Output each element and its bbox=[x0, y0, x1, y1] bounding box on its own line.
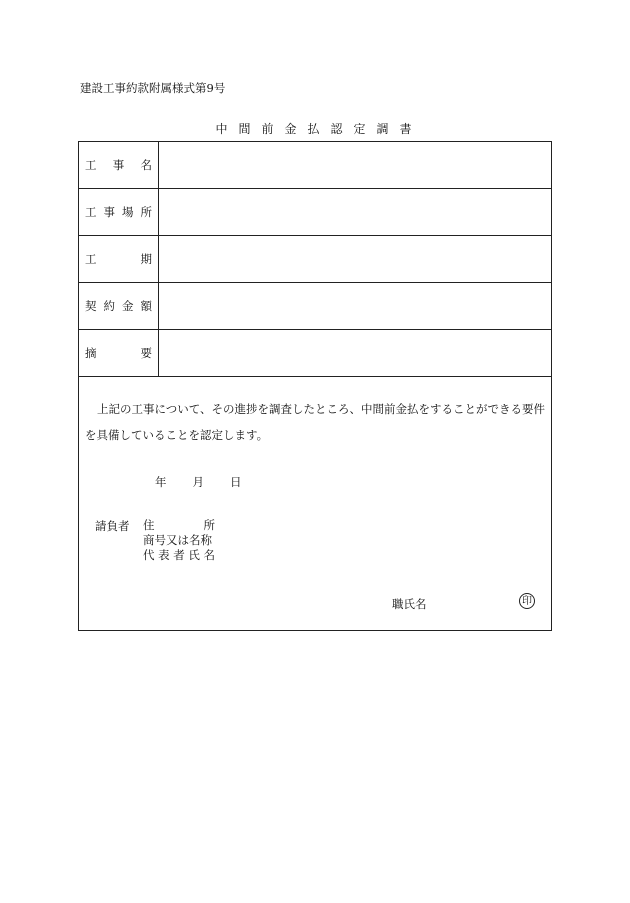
label-char: 事 bbox=[112, 158, 125, 172]
label-char: 表 bbox=[158, 548, 170, 562]
official-name-label: 職氏名 bbox=[392, 597, 427, 611]
certification-statement: 上記の工事について、その進捗を調査したところ、中間前金払をすることができる要件を具備していることを認定します。 bbox=[85, 402, 546, 442]
label-char: 名 bbox=[140, 158, 152, 172]
trade-name-text: 商号又は名称 bbox=[143, 533, 212, 547]
form-number: 建設工事約款附属様式第9号 bbox=[80, 81, 226, 95]
label-char: 者 bbox=[173, 548, 185, 562]
label-char: 約 bbox=[103, 299, 115, 313]
label-char: 事 bbox=[103, 205, 115, 219]
row-label bbox=[79, 189, 159, 235]
construction-name-value[interactable] bbox=[159, 142, 551, 188]
row-construction-name bbox=[79, 142, 551, 189]
remarks-value[interactable] bbox=[159, 330, 551, 376]
label-char: 工 bbox=[85, 252, 97, 266]
construction-site-value[interactable] bbox=[159, 189, 551, 235]
row-construction-site bbox=[79, 189, 551, 236]
label-char: 氏 bbox=[188, 548, 200, 562]
row-label bbox=[79, 283, 159, 329]
row-label bbox=[79, 330, 159, 376]
month-label: 月 bbox=[192, 475, 204, 489]
label-char: 金 bbox=[122, 299, 134, 313]
trade-name-label bbox=[143, 533, 215, 548]
contractor-label: 請負者 bbox=[95, 519, 130, 533]
row-contract-amount bbox=[79, 283, 551, 330]
representative-label bbox=[143, 548, 215, 563]
date-line bbox=[155, 474, 242, 490]
document-title: 中間前金払認定調書 bbox=[215, 122, 423, 136]
label-char: 要 bbox=[140, 346, 152, 360]
contract-amount-value[interactable] bbox=[159, 283, 551, 329]
row-label bbox=[79, 236, 159, 282]
label-char: 名 bbox=[203, 548, 215, 562]
label-char: 所 bbox=[140, 205, 152, 219]
construction-period-value[interactable] bbox=[159, 236, 551, 282]
label-char: 工 bbox=[85, 158, 97, 172]
label-char: 期 bbox=[140, 252, 152, 266]
row-label bbox=[79, 142, 159, 188]
certification-form bbox=[78, 141, 552, 631]
label-char: 住 bbox=[143, 518, 155, 532]
year-label: 年 bbox=[155, 475, 167, 489]
contractor-fields bbox=[143, 518, 215, 563]
label-char: 額 bbox=[140, 299, 152, 313]
label-char: 所 bbox=[203, 518, 215, 532]
address-label bbox=[143, 518, 215, 533]
label-char: 摘 bbox=[85, 346, 97, 360]
seal-icon: 印 bbox=[519, 593, 535, 609]
label-char: 代 bbox=[143, 548, 155, 562]
row-construction-period bbox=[79, 236, 551, 283]
label-char: 工 bbox=[85, 205, 97, 219]
day-label: 日 bbox=[230, 475, 242, 489]
label-char: 場 bbox=[122, 205, 134, 219]
label-char: 契 bbox=[85, 299, 97, 313]
row-remarks bbox=[79, 330, 551, 377]
